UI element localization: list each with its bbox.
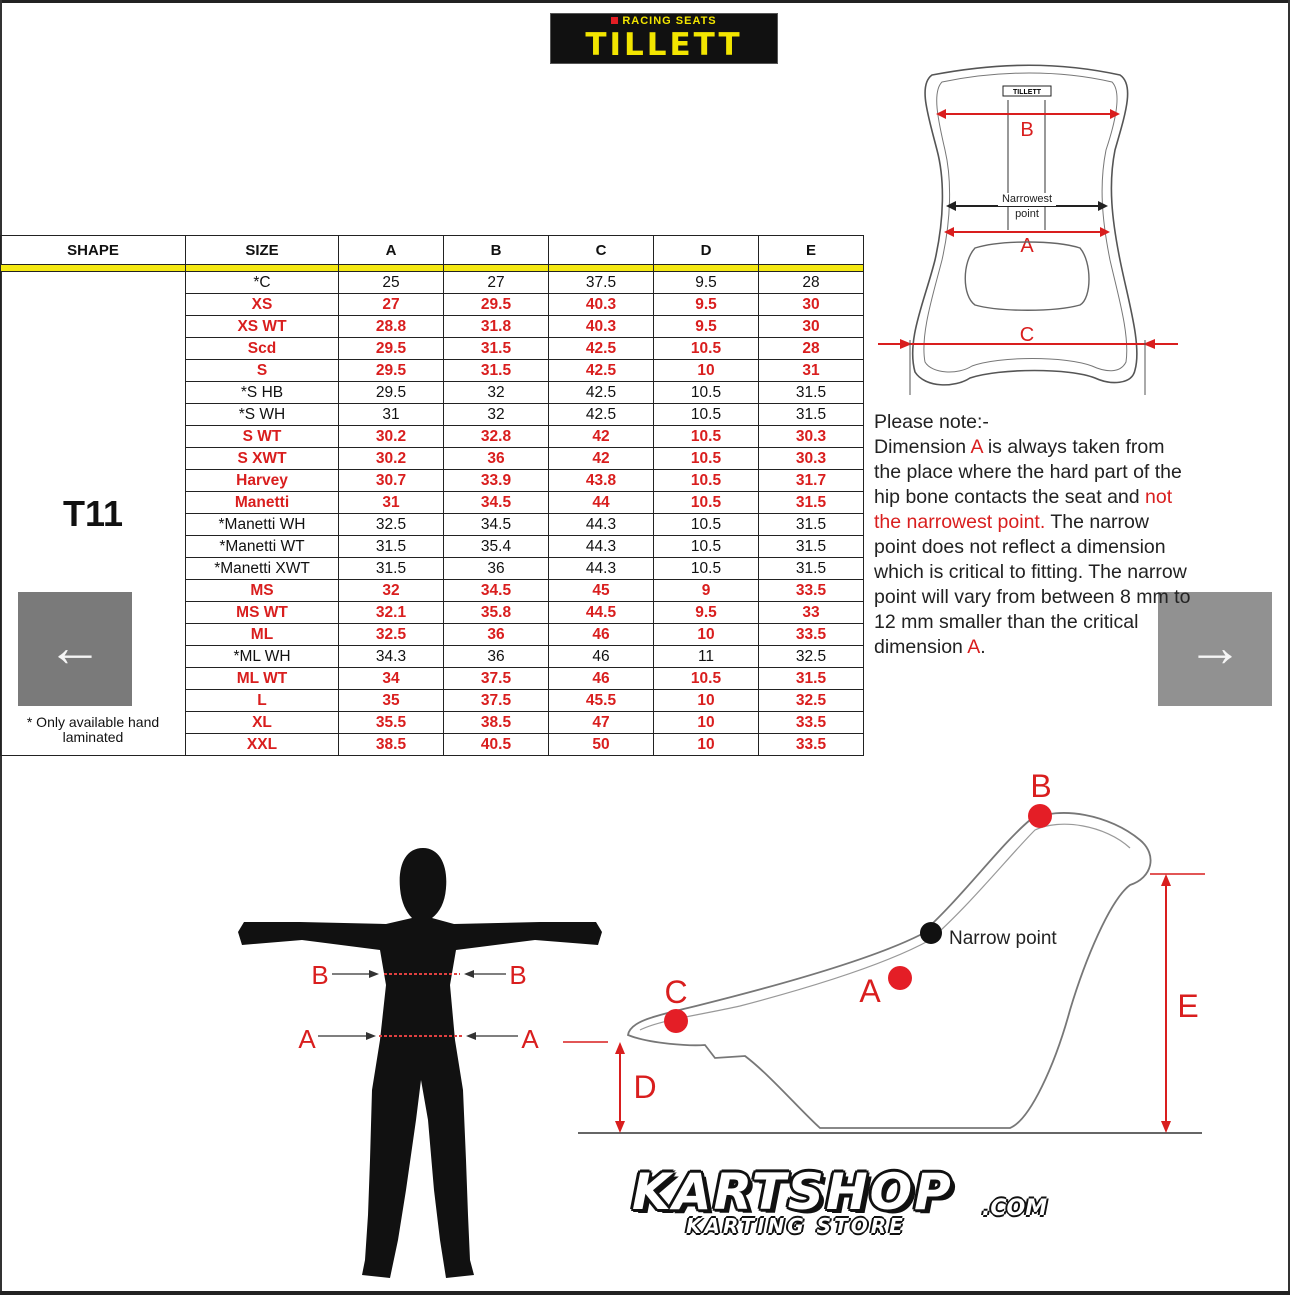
cell-e: 31.5: [759, 382, 864, 404]
cell-a: 30.7: [339, 470, 444, 492]
dimension-d-label: D: [633, 1069, 657, 1105]
note-body: [874, 435, 1194, 660]
dimension-e-label: E: [1177, 988, 1199, 1024]
cell-d: 10: [654, 624, 759, 646]
cell-c: 44.5: [549, 602, 654, 624]
cell-e: 31.5: [759, 668, 864, 690]
cell-size: *Manetti WH: [186, 514, 339, 536]
cell-e: 31.5: [759, 558, 864, 580]
cell-d: 9.5: [654, 272, 759, 294]
dimension-a-arrow-left-icon: [944, 227, 954, 237]
cell-b: 32: [444, 404, 549, 426]
cell-d: 10.5: [654, 492, 759, 514]
logo-tagline-text: RACING SEATS: [622, 15, 717, 27]
cell-c: 42: [549, 426, 654, 448]
cell-b: 34.5: [444, 580, 549, 602]
narrowest-label-line2: point: [1015, 208, 1039, 220]
cell-a: 29.5: [339, 382, 444, 404]
cell-size: S: [186, 360, 339, 382]
cell-d: 10.5: [654, 470, 759, 492]
header-yellow-divider: [1, 265, 864, 272]
cell-a: 38.5: [339, 734, 444, 756]
frame-top-border: [0, 0, 1290, 3]
point-a-label: A: [859, 973, 881, 1009]
cell-a: 27: [339, 294, 444, 316]
note-text-1: Dimension: [874, 436, 971, 458]
body-b-right-arrow-icon: [464, 970, 474, 978]
cell-d: 10: [654, 690, 759, 712]
cell-b: 40.5: [444, 734, 549, 756]
cell-a: 31: [339, 404, 444, 426]
dimension-b-label: B: [1020, 119, 1034, 141]
cell-size: *ML WH: [186, 646, 339, 668]
header-b: B: [444, 236, 549, 265]
cell-d: 10.5: [654, 558, 759, 580]
shape-footnote: * Only available hand laminated: [26, 714, 160, 745]
logo-wordmark: TILLETT: [585, 27, 743, 63]
dimension-d-arrow-up-icon: [615, 1042, 625, 1054]
cell-size: XL: [186, 712, 339, 734]
cell-e: 30.3: [759, 426, 864, 448]
cell-e: 31.7: [759, 470, 864, 492]
note-text-4: .: [980, 636, 986, 658]
cell-c: 47: [549, 712, 654, 734]
narrowest-arrow-left-icon: [946, 201, 956, 211]
body-a-right-label: A: [521, 1024, 539, 1054]
kartshop-logo: [622, 1163, 1072, 1243]
table-row: [1, 272, 864, 294]
header-shape: SHAPE: [1, 236, 186, 265]
shape-name: T11: [62, 492, 124, 534]
cell-e: 31.5: [759, 536, 864, 558]
cell-a: 29.5: [339, 360, 444, 382]
seat-brand-badge-text: TILLETT: [1013, 89, 1041, 96]
dimension-d-arrow-down-icon: [615, 1121, 625, 1133]
narrow-point-label: Narrow point: [949, 928, 1057, 949]
cell-b: 36: [444, 624, 549, 646]
note-dimension-a-1: A: [970, 436, 983, 458]
cell-e: 32.5: [759, 646, 864, 668]
cell-e: 33.5: [759, 712, 864, 734]
cell-a: 29.5: [339, 338, 444, 360]
cell-size: XXL: [186, 734, 339, 756]
seat-side-outline: [628, 813, 1151, 1128]
cell-d: 10.5: [654, 338, 759, 360]
body-b-left-arrow-icon: [369, 970, 379, 978]
cell-size: *Manetti WT: [186, 536, 339, 558]
cell-e: 30: [759, 316, 864, 338]
point-a-marker: [888, 966, 912, 990]
cell-size: Manetti: [186, 492, 339, 514]
cell-d: 10.5: [654, 668, 759, 690]
cell-d: 9: [654, 580, 759, 602]
cell-a: 32.1: [339, 602, 444, 624]
cell-e: 28: [759, 338, 864, 360]
cell-b: 31.5: [444, 338, 549, 360]
cell-c: 50: [549, 734, 654, 756]
cell-b: 31.8: [444, 316, 549, 338]
cell-size: *C: [186, 272, 339, 294]
cell-size: XS: [186, 294, 339, 316]
cell-c: 37.5: [549, 272, 654, 294]
cell-d: 10: [654, 360, 759, 382]
cell-e: 30: [759, 294, 864, 316]
cell-size: S XWT: [186, 448, 339, 470]
cell-e: 31.5: [759, 404, 864, 426]
cell-c: 46: [549, 646, 654, 668]
table-header-row: [1, 236, 864, 265]
cell-b: 34.5: [444, 514, 549, 536]
cell-e: 33.5: [759, 734, 864, 756]
cell-c: 42.5: [549, 382, 654, 404]
header-c: C: [549, 236, 654, 265]
cell-a: 25: [339, 272, 444, 294]
cell-size: MS: [186, 580, 339, 602]
cell-e: 32.5: [759, 690, 864, 712]
cell-size: MS WT: [186, 602, 339, 624]
header-a: A: [339, 236, 444, 265]
body-b-right-label: B: [509, 960, 527, 990]
cell-b: 27: [444, 272, 549, 294]
body-a-left-label: A: [298, 1024, 316, 1054]
cell-d: 10.5: [654, 448, 759, 470]
point-b-marker: [1028, 804, 1052, 828]
cell-size: S WT: [186, 426, 339, 448]
cell-a: 34.3: [339, 646, 444, 668]
cell-d: 10: [654, 712, 759, 734]
cell-size: Scd: [186, 338, 339, 360]
cell-b: 31.5: [444, 360, 549, 382]
point-c-label: C: [664, 974, 688, 1010]
cell-c: 42.5: [549, 404, 654, 426]
cell-d: 10.5: [654, 404, 759, 426]
cell-d: 10: [654, 734, 759, 756]
frame-bottom-border: [0, 1291, 1290, 1295]
cell-c: 44: [549, 492, 654, 514]
body-a-left-arrow-icon: [366, 1032, 376, 1040]
kartshop-tld: .COM: [982, 1196, 1048, 1221]
cell-a: 31: [339, 492, 444, 514]
cell-c: 42: [549, 448, 654, 470]
cell-a: 34: [339, 668, 444, 690]
dimension-c-label: C: [1019, 324, 1035, 346]
body-a-right-arrow-icon: [466, 1032, 476, 1040]
cell-d: 10.5: [654, 382, 759, 404]
cell-c: 40.3: [549, 316, 654, 338]
cell-size: *S WH: [186, 404, 339, 426]
cell-a: 30.2: [339, 448, 444, 470]
fitting-note: [874, 410, 1194, 660]
cell-b: 34.5: [444, 492, 549, 514]
header-size: SIZE: [186, 236, 339, 265]
cell-a: 31.5: [339, 536, 444, 558]
seat-top-view-diagram: [870, 60, 1190, 400]
cell-d: 10.5: [654, 536, 759, 558]
cell-c: 42.5: [549, 338, 654, 360]
cell-c: 44.3: [549, 514, 654, 536]
cell-b: 35.4: [444, 536, 549, 558]
cell-size: *S HB: [186, 382, 339, 404]
cell-c: 40.3: [549, 294, 654, 316]
tillett-logo: [550, 13, 778, 64]
kartshop-subtitle: KARTING STORE: [686, 1214, 906, 1238]
cell-c: 44.3: [549, 536, 654, 558]
previous-image-button[interactable]: [18, 592, 132, 706]
cell-a: 28.8: [339, 316, 444, 338]
cell-size: XS WT: [186, 316, 339, 338]
cell-b: 37.5: [444, 690, 549, 712]
arrow-right-icon: →: [1187, 615, 1243, 678]
cell-b: 32: [444, 382, 549, 404]
cell-e: 31: [759, 360, 864, 382]
cell-size: ML WT: [186, 668, 339, 690]
cell-a: 35.5: [339, 712, 444, 734]
cell-b: 32.8: [444, 426, 549, 448]
body-silhouette: [238, 848, 602, 1278]
cell-d: 9.5: [654, 602, 759, 624]
cell-d: 9.5: [654, 294, 759, 316]
header-e: E: [759, 236, 864, 265]
cell-a: 35: [339, 690, 444, 712]
cell-size: ML: [186, 624, 339, 646]
cell-a: 30.2: [339, 426, 444, 448]
kartshop-name: KARTSHOP: [632, 1163, 953, 1221]
cell-c: 43.8: [549, 470, 654, 492]
cell-c: 45.5: [549, 690, 654, 712]
cell-size: L: [186, 690, 339, 712]
header-d: D: [654, 236, 759, 265]
cell-b: 29.5: [444, 294, 549, 316]
cell-e: 33: [759, 602, 864, 624]
cell-c: 42.5: [549, 360, 654, 382]
cell-b: 38.5: [444, 712, 549, 734]
cell-a: 31.5: [339, 558, 444, 580]
cell-e: 31.5: [759, 492, 864, 514]
cell-d: 10.5: [654, 514, 759, 536]
cell-e: 28: [759, 272, 864, 294]
point-c-marker: [664, 1009, 688, 1033]
cell-a: 32.5: [339, 624, 444, 646]
arrow-left-icon: ←: [47, 615, 103, 678]
cell-d: 9.5: [654, 316, 759, 338]
note-text-2: is always taken from the place where the hard part of the hip bone contacts the seat and: [874, 436, 1182, 508]
note-text-3: The narrow point does not reflect a dimension which is critical to fitting. The narrow point will vary from between 8 mm to 12 mm smaller than the critical dimension: [874, 511, 1191, 658]
cell-b: 36: [444, 558, 549, 580]
cell-a: 32: [339, 580, 444, 602]
logo-red-square-icon: [611, 17, 618, 24]
cell-e: 33.5: [759, 624, 864, 646]
point-b-label: B: [1030, 768, 1052, 804]
cell-b: 36: [444, 448, 549, 470]
dimension-e-arrow-up-icon: [1161, 874, 1171, 886]
cell-c: 44.3: [549, 558, 654, 580]
note-red-phrase: not the narrowest point.: [874, 486, 1173, 533]
note-dimension-a-2: A: [967, 636, 981, 658]
cell-d: 11: [654, 646, 759, 668]
dimension-a-label: A: [1020, 235, 1034, 257]
cell-c: 46: [549, 624, 654, 646]
cell-b: 35.8: [444, 602, 549, 624]
cell-b: 36: [444, 646, 549, 668]
cell-d: 10.5: [654, 426, 759, 448]
cell-size: Harvey: [186, 470, 339, 492]
cell-size: *Manetti XWT: [186, 558, 339, 580]
cell-a: 32.5: [339, 514, 444, 536]
cell-c: 46: [549, 668, 654, 690]
note-heading: Please note:-: [874, 411, 989, 433]
cell-e: 33.5: [759, 580, 864, 602]
cell-b: 33.9: [444, 470, 549, 492]
seat-side-view-diagram: [560, 765, 1220, 1145]
cell-e: 31.5: [759, 514, 864, 536]
cell-c: 45: [549, 580, 654, 602]
narrowest-label-line1: Narrowest: [1001, 193, 1053, 205]
cell-b: 37.5: [444, 668, 549, 690]
narrow-point-marker: [920, 922, 942, 944]
body-b-left-label: B: [311, 960, 329, 990]
dimension-e-arrow-down-icon: [1161, 1121, 1171, 1133]
cell-e: 30.3: [759, 448, 864, 470]
